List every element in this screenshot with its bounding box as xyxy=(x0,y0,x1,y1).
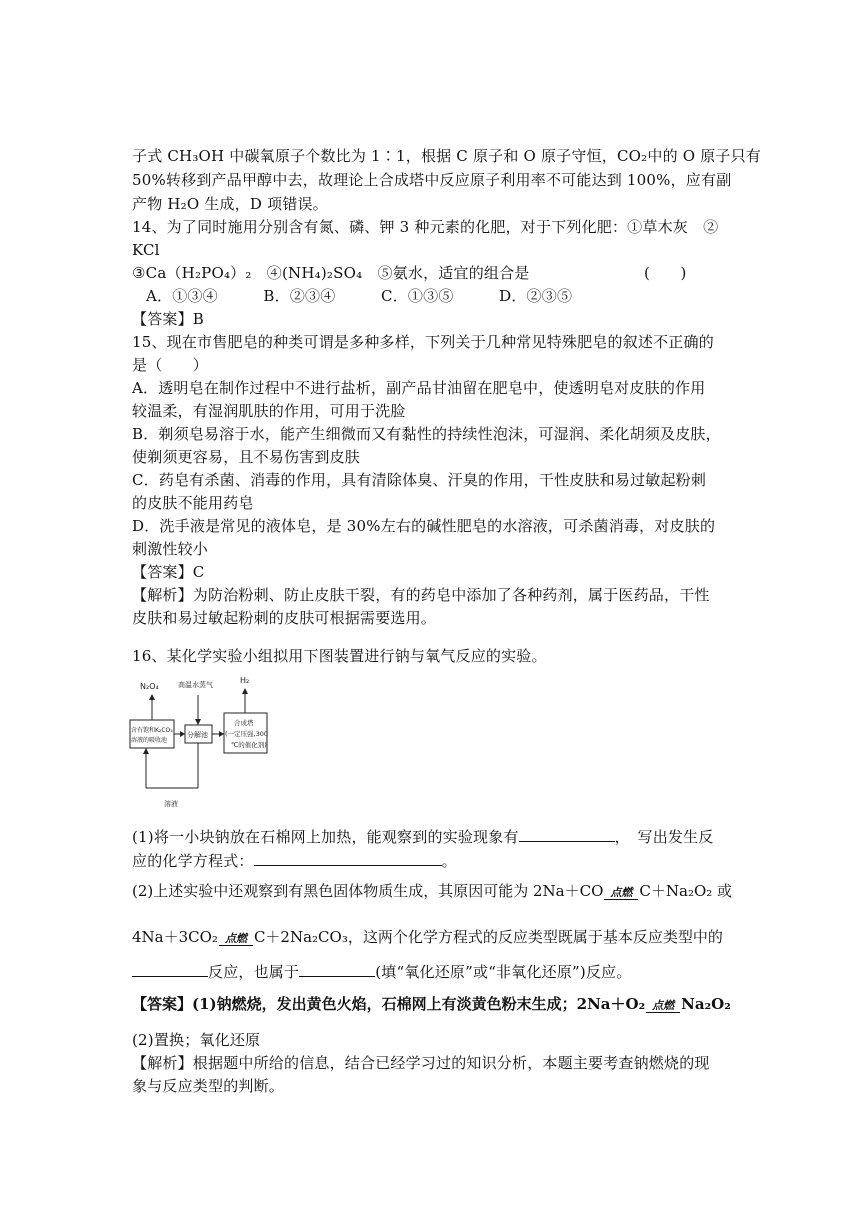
q15-option-c-2: 的皮肤不能用药皂 xyxy=(132,494,254,512)
q15-stem-1: 15、现在市售肥皂的种类可谓是多种多样，下列关于几种常见特殊肥皂的叙述不正确的 xyxy=(132,333,714,351)
q16-part2-text-a: (2)上述实验中还观察到有黑色固体物质生成，其原因可能为 2Na＋CO xyxy=(132,882,604,900)
q14-stem-3-text: ③Ca（H₂PO₄）₂ ④(NH₄)₂SO₄ ⑤氨水，适宜的组合是 xyxy=(132,264,530,282)
q14-stem-1: 14、为了同时施用分别含有氮、磷、钾 3 种元素的化肥，对于下列化肥：①草木灰 ② xyxy=(132,218,719,236)
q16-stem: 16、某化学实验小组拟用下图装置进行钠与氧气反应的实验。 xyxy=(132,647,547,665)
q16-part2-text-d: C＋2Na₂CO₃，这两个化学方程式的反应类型既属于基本反应类型中的 xyxy=(253,928,723,946)
q15-option-d-2: 刺激性较小 xyxy=(132,540,209,558)
q16-part1-line-2 xyxy=(132,851,732,871)
label-bottom: 溶液 xyxy=(164,800,178,808)
label-top-right: H₂ xyxy=(240,676,250,685)
q16-part1-text-b: ， 写出发生反 xyxy=(614,828,714,846)
q15-option-b-2: 使剃须更容易，且不易伤害到皮肤 xyxy=(132,448,361,466)
p13-line-2: 50%转移到产品甲醇中去，故理论上合成塔中反应原子利用率不可能达到 100%，应有副 xyxy=(132,171,732,189)
q15-option-b-1: B．剃须皂易溶于水，能产生细微而又有黏性的持续性泡沫，可湿润、柔化胡须及皮肤， xyxy=(132,425,721,443)
q16-part1-line-1 xyxy=(132,827,732,847)
label-top-mid: 高温水蒸气 xyxy=(178,681,213,689)
q15-answer: 【答案】C xyxy=(132,563,205,581)
label-box-right-3: ℃的催化剂) xyxy=(231,741,267,749)
q15-stem-2: 是（ ） xyxy=(132,356,209,374)
q16-answer-line-2: (2)置换；氧化还原 xyxy=(132,1031,261,1049)
q16-blank-3[interactable] xyxy=(132,962,208,977)
q16-answer-line-1 xyxy=(132,993,731,1015)
label-top-left: N₂O₄ xyxy=(140,682,159,691)
q15-option-a-2: 较温柔，有湿润肌肤的作用，可用于洗脸 xyxy=(132,402,406,420)
label-box-right-2: (一定压强,300 xyxy=(225,730,269,738)
q14-stem-2: KCl xyxy=(132,241,160,259)
q16-blank-2[interactable] xyxy=(254,851,442,866)
q16-explanation-2: 象与反应类型的判断。 xyxy=(132,1077,285,1095)
q16-part1-text-a: (1)将一小块钠放在石棉网上加热，能观察到的实验现象有 xyxy=(132,828,519,846)
label-box-left-1: 含有饱和K₂CO₃ xyxy=(131,727,173,734)
q16-part1-text-c: 应的化学方程式： xyxy=(132,852,254,870)
q16-part2-text-c: 4Na＋3CO₂ xyxy=(132,928,218,946)
q14-stem-3 xyxy=(132,263,732,283)
condition-arrow-1 xyxy=(604,887,638,900)
q15-option-d-1: D．洗手液是常见的液体皂，是 30%左右的碱性肥皂的水溶液，可杀菌消毒，对皮肤的 xyxy=(132,517,716,535)
q16-answer-label: 【答案】 xyxy=(132,995,193,1013)
condition-label-2: 点燃 xyxy=(224,932,247,945)
q15-option-a-1: A．透明皂在制作过程中不进行盐析，副产品甘油留在肥皂中，使透明皂对皮肤的作用 xyxy=(132,379,706,397)
q16-blank-1[interactable] xyxy=(519,827,615,842)
condition-label-3: 点燃 xyxy=(652,999,675,1012)
q15-explanation-2: 皮肤和易过敏起粉刺的皮肤可根据需要选用。 xyxy=(132,609,437,627)
q16-part2-text-f: (填“氧化还原”或“非氧化还原”)反应。 xyxy=(375,963,632,981)
condition-label-1: 点燃 xyxy=(610,886,633,899)
condition-arrow-3 xyxy=(646,1000,680,1013)
q14-answer: 【答案】B xyxy=(132,310,205,328)
apparatus-diagram xyxy=(128,673,290,813)
p13-line-1: 子式 CH₃OH 中碳氧原子个数比为 1∶1，根据 C 原子和 O 原子守恒，CO₂中的 O 原子只有 xyxy=(132,147,762,165)
q16-part2-line-3 xyxy=(132,962,732,982)
q14-options: A．①③④ B．②③④ C．①③⑤ D．②③⑤ xyxy=(146,287,573,305)
label-box-right-1: 合成塔 xyxy=(234,719,254,727)
q16-part2-line-2 xyxy=(132,926,723,948)
q16-answer-text: (1)钠燃烧，发出黄色火焰，石棉网上有淡黄色粉末生成；2Na＋O₂ xyxy=(192,995,646,1013)
q16-part2-text-b: C＋Na₂O₂ 或 xyxy=(639,882,733,900)
q15-option-c-1: C．药皂有杀菌、消毒的作用，具有清除体臭、汗臭的作用，干性皮肤和易过敏起粉刺 xyxy=(132,471,707,489)
p13-line-3: 产物 H₂O 生成，D 项错误。 xyxy=(132,195,328,213)
q16-answer-product: Na₂O₂ xyxy=(681,995,731,1013)
label-box-mid: 分解池 xyxy=(187,731,208,739)
q16-explanation-1: 【解析】根据题中所给的信息，结合已经学习过的知识分析，本题主要考查钠燃烧的现 xyxy=(132,1054,710,1072)
condition-arrow-2 xyxy=(219,933,253,946)
q15-explanation-1: 【解析】为防治粉刺、防止皮肤干裂，有的药皂中添加了各种药剂，属于医药品，干性 xyxy=(132,586,710,604)
label-box-left-2: 溶液的吸收池 xyxy=(131,737,168,744)
q16-part2-text-e: 反应，也属于 xyxy=(208,963,300,981)
q16-part1-text-d: 。 xyxy=(441,852,457,870)
q16-part2-line-1 xyxy=(132,880,732,902)
q14-answer-paren: ( ) xyxy=(644,264,687,282)
q16-blank-4[interactable] xyxy=(299,962,375,977)
